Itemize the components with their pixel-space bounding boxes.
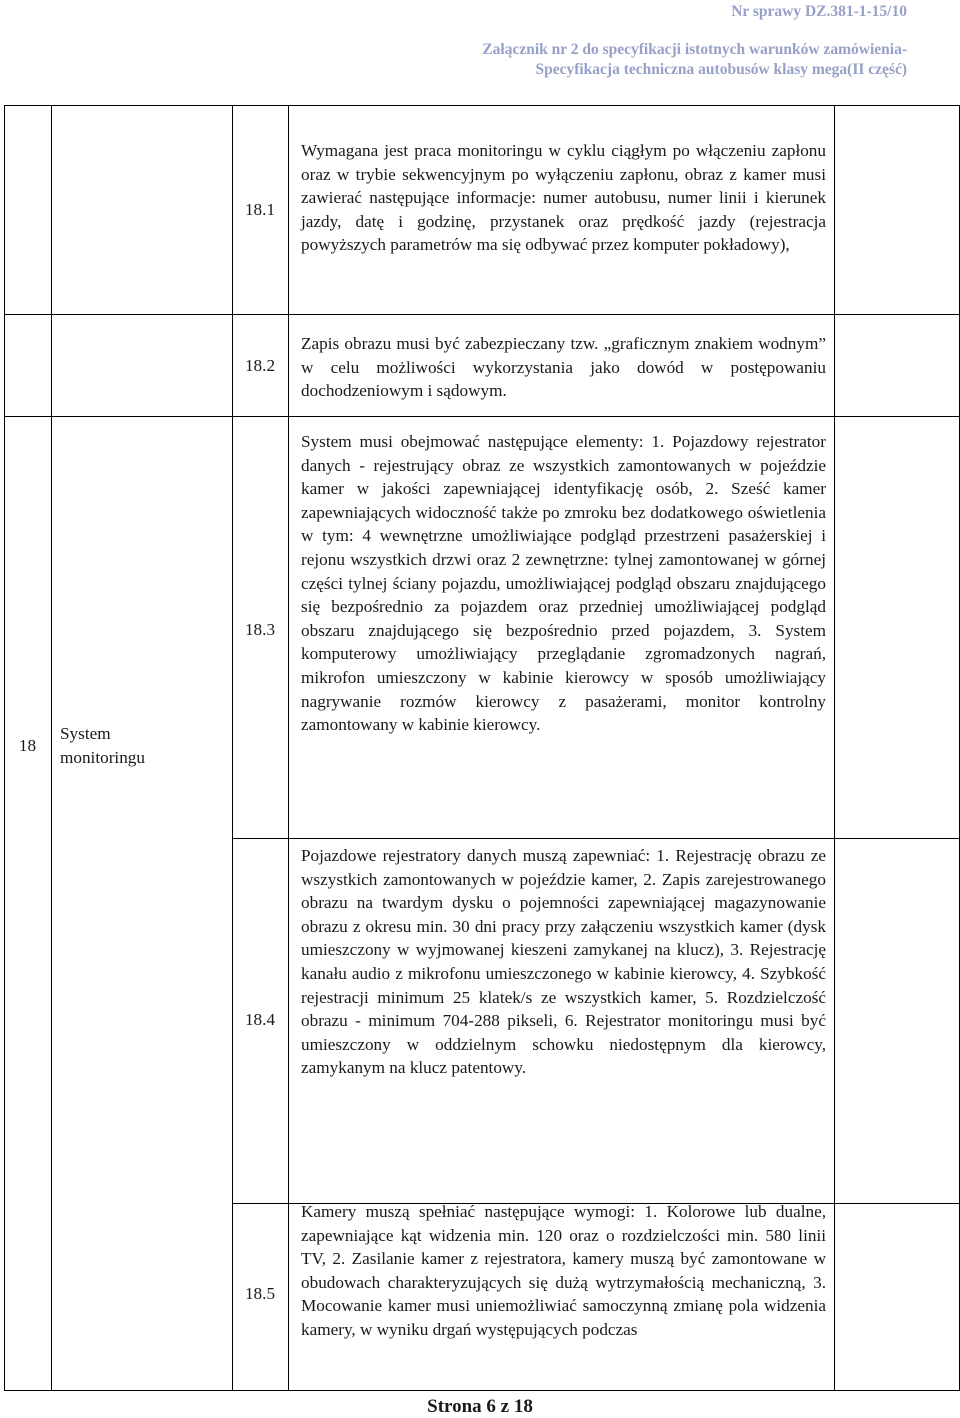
attachment-title: Załącznik nr 2 do specyfikacji istotnych warunków zamówienia- — [482, 41, 907, 58]
page-number: Strona 6 z 18 — [427, 1396, 533, 1417]
row-text: Pojazdowe rejestratory danych muszą zapewniać: 1. Rejestrację obrazu ze wszystkich zamontowanych w pojeździe kamer, 2. Zapis zarejestrowanego obrazu na twardym dysku o pojemności zapewniającej magazynowanie obrazu z okresu min. 30 dni pracy przy załączeniu wszystkich kamer (dysk umieszczony w wyjmowanej kieszeni zamykanej na klucz), 3. Rejestrację kanału audio z mikrofonu umieszczonego w kabinie kierowcy, 4. Szybkość rejestracji minimum 25 klatek/s ze wszystkich kamer, 5. Rozdzielczość obrazu - minimum 704-288 pikseli, 6. Rejestrator monitoringu musi być umieszczony w oddzielnym schowku niedostępnym dla kierowcy, zamykanym na klucz patentowy. — [301, 846, 826, 1078]
row-number: 18.3 — [244, 620, 276, 639]
row-text: System musi obejmować następujące elementy: 1. Pojazdowy rejestrator danych - rejestrujący obraz ze wszystkich zamontowanych w pojeździe kamer w jakości zapewniającej identyfikację osób, 2. Sześć kamer zapewniających widoczność także po zmroku bez dodatkowego oświetlenia w tym: 4 wewnętrzne umożliwiające podgląd przestrzeni pasażerskiej i rejonu wszystkich drzwi oraz 2 zewnętrzne: tylnej zamontowanej w górnej części tylnej ściany pojazdu, umożliwiającej podgląd obszaru znajdującego się bezpośrednio za pojazdem oraz przedniej umożliwiającej podgląd obszaru znajdującego się bezpośrednio przed pojazdem, 3. System komputerowy umożliwiający przeglądanie zgromadzonych nagrań, mikrofon umieszczony w kabinie kierowcy w sposób umożliwiający nagrywanie rozmów kierowcy z pasażerami, monitor kontrolny zamontowany w kabinie kierowcy. — [301, 432, 826, 735]
row-text: Wymagana jest praca monitoringu w cyklu ciągłym po włączeniu zapłonu oraz w trybie sekwencyjnym po wyłączeniu zapłonu, obraz z kamer musi zawierać następujące informacje: numer autobusu, numer linii i kierunek jazdy, datę i godzinę, przystanek oraz prędkość jazdy (rejestracja powyższych parametrów ma się odbywać przez komputer pokładowy), — [301, 141, 826, 255]
row-text: Kamery muszą spełniać następujące wymogi: 1. Kolorowe lub dualne, zapewniające kąt widzenia min. 120 oraz o rozdzielczości min. 580 linii TV, 2. Zasilanie kamer z rejestratora, kamery muszą być zamontowane w obudowach charakteryzujących się dużą wytrzymałością mechaniczną, 3. Mocowanie kamer musi uniemożliwiać samoczynną zmianę pola widzenia kamery, w wyniku drgań występujących podczas — [301, 1202, 826, 1339]
section-number: 18 — [18, 736, 37, 755]
row-number: 18.1 — [244, 200, 276, 219]
row-number: 18.5 — [244, 1284, 276, 1303]
row-number: 18.4 — [244, 1010, 276, 1029]
row-number: 18.2 — [244, 356, 276, 375]
spec-title: Specyfikacja techniczna autobusów klasy mega(II część) — [535, 61, 907, 78]
row-text: Zapis obrazu musi być zabezpieczany tzw. „graficznym znakiem wodnym” w celu możliwości wykorzystania jako dowód w postępowaniu dochodzeniowym i sądowym. — [301, 334, 826, 401]
case-number: Nr sprawy DZ.381-1-15/10 — [731, 3, 907, 20]
section-name: System monitoringu — [60, 724, 145, 767]
